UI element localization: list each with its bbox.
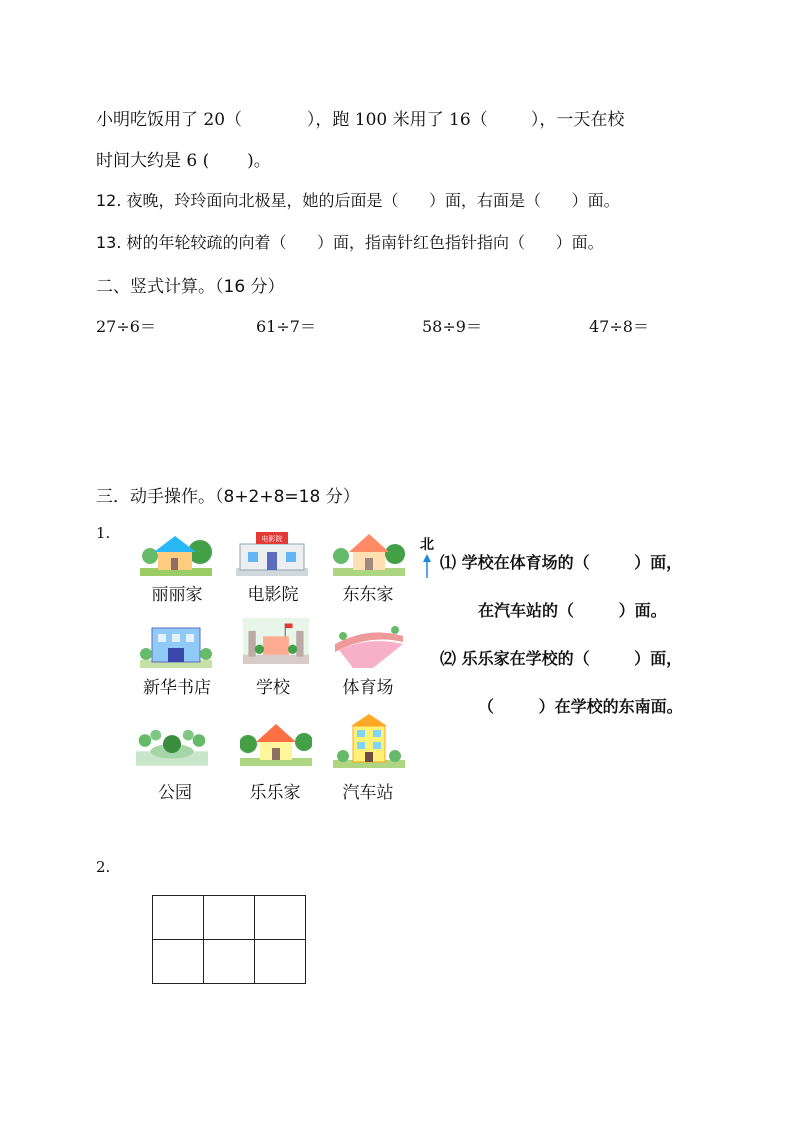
item-1-number: 1. — [96, 524, 111, 542]
school-picture — [240, 618, 312, 664]
grid-cell[interactable] — [255, 896, 306, 940]
place-label-lili-home: 丽丽家 — [151, 585, 203, 605]
question-12: 12. 夜晚，玲玲面向北极星，她的后面是（ ）面，右面是（ ）面。 — [96, 191, 620, 210]
place-label-school: 学校 — [256, 678, 290, 698]
map-question-2-line-2: （ ）在学校的东南面。 — [478, 697, 683, 716]
north-arrow-icon — [422, 554, 432, 578]
bookstore-picture — [140, 622, 212, 668]
calc-problem-3: 58÷9＝ — [422, 317, 482, 336]
place-label-stadium: 体育场 — [342, 678, 394, 698]
bus-station-picture — [333, 712, 405, 768]
dongdong-home-picture — [333, 530, 405, 576]
question-11-line-1: 小明吃饭用了 20（ ），跑 100 米用了 16（ ），一天在校 — [96, 110, 625, 130]
section-2-title: 二、竖式计算。（16 分） — [96, 277, 285, 297]
answer-grid — [152, 895, 306, 984]
question-13: 13. 树的年轮较疏的向着（ ）面，指南针红色指针指向（ ）面。 — [96, 233, 604, 252]
north-label: 北 — [420, 537, 434, 553]
place-label-dongdong-home: 东东家 — [342, 585, 394, 605]
place-label-cinema: 电影院 — [247, 585, 299, 605]
grid-cell[interactable] — [153, 896, 204, 940]
section-3-title: 三．动手操作。（8+2+8=18 分） — [96, 487, 360, 507]
grid-cell[interactable] — [204, 940, 255, 984]
grid-cell[interactable] — [255, 940, 306, 984]
place-label-lele-home: 乐乐家 — [249, 783, 301, 803]
place-label-bus-station: 汽车站 — [342, 783, 394, 803]
lili-home-picture — [140, 530, 212, 576]
calc-problem-1: 27÷6＝ — [96, 317, 156, 336]
calc-problem-4: 47÷8＝ — [589, 317, 649, 336]
item-2-number: 2. — [96, 858, 111, 876]
cinema-picture — [236, 530, 308, 576]
grid-cell[interactable] — [204, 896, 255, 940]
park-picture — [136, 722, 208, 768]
calc-problem-2: 61÷7＝ — [256, 317, 316, 336]
grid-cell[interactable] — [153, 940, 204, 984]
map-question-1-line-1: ⑴ 学校在体育场的（ ）面， — [440, 553, 683, 572]
question-11-line-2: 时间大约是 6 ( )。 — [96, 151, 271, 171]
map-question-2-line-1: ⑵ 乐乐家在学校的（ ）面， — [440, 649, 683, 668]
place-label-bookstore: 新华书店 — [143, 678, 211, 698]
map-question-1-line-2: 在汽车站的（ ）面。 — [478, 601, 667, 620]
place-label-park: 公园 — [158, 783, 192, 803]
cinema-sign-text: 电影院 — [261, 535, 283, 543]
stadium-picture — [333, 622, 405, 668]
lele-home-picture — [240, 720, 312, 766]
